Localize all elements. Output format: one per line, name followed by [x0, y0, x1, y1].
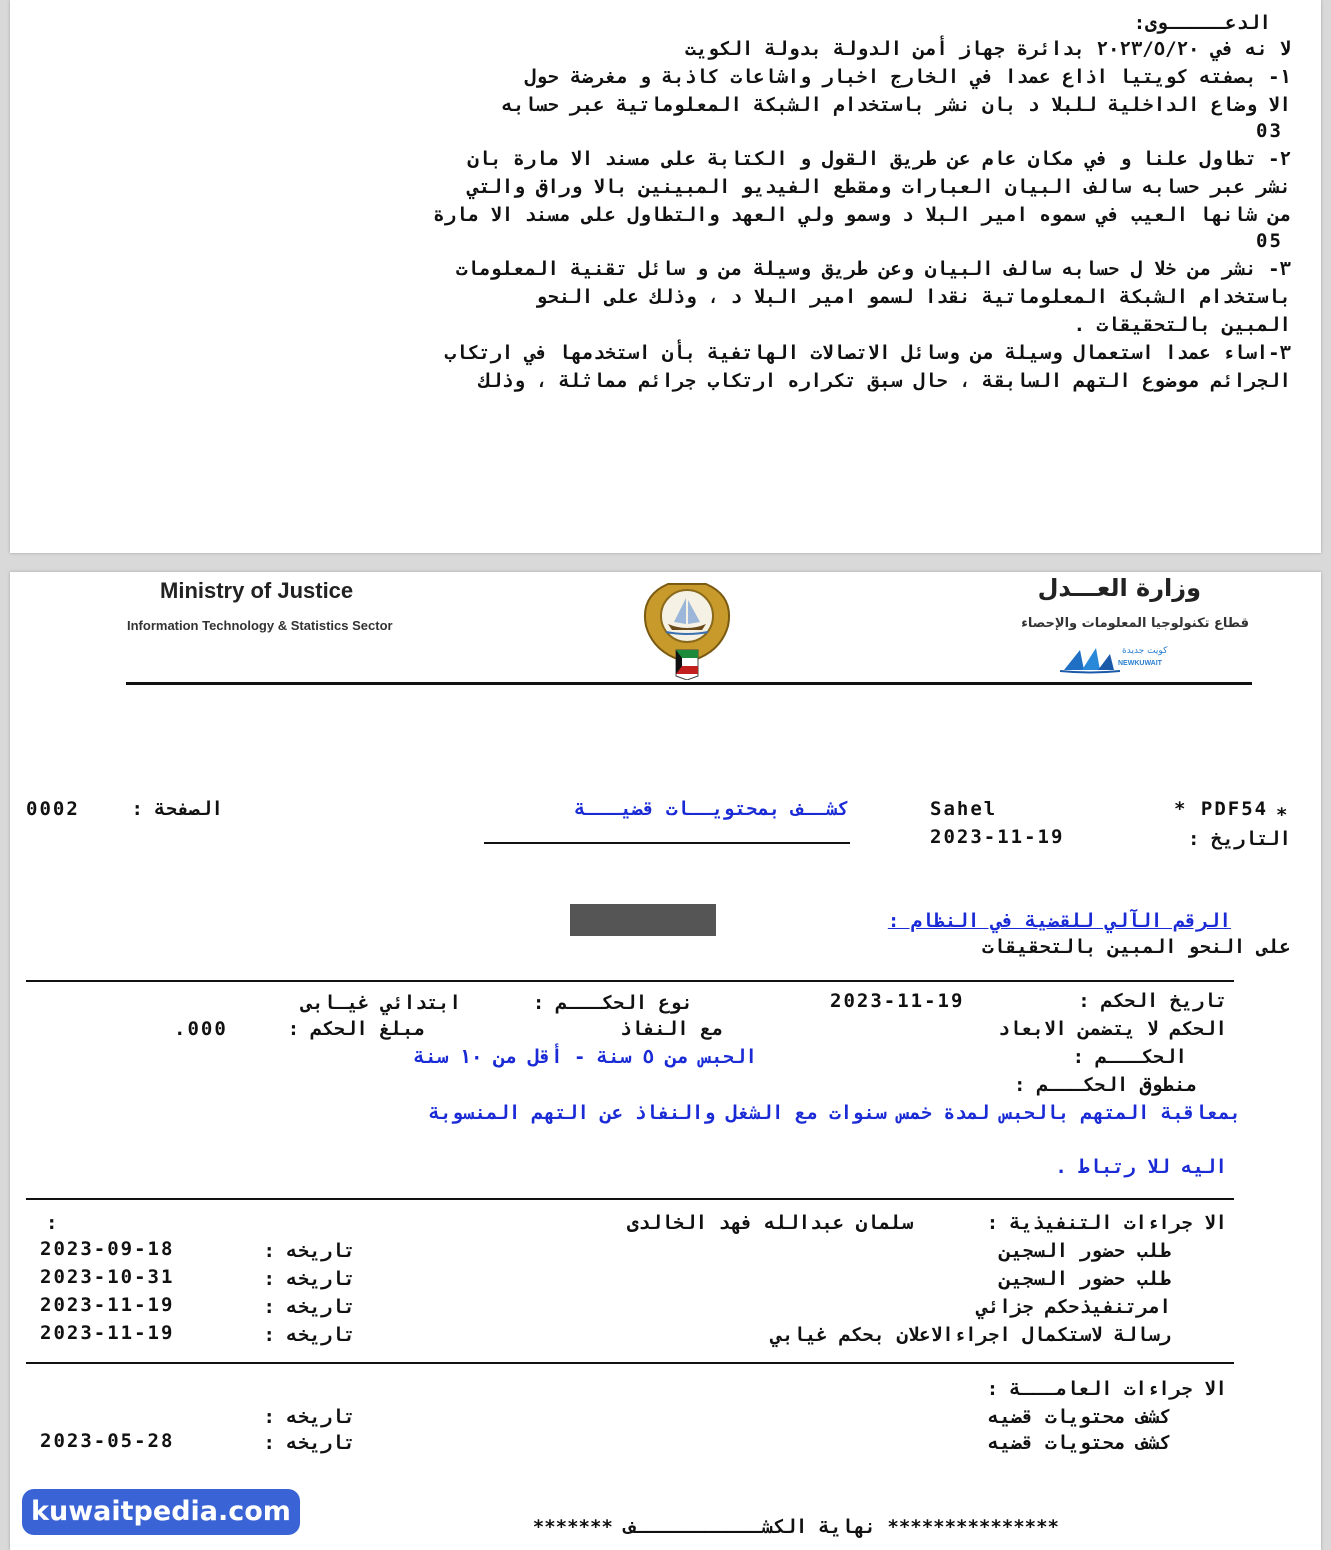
exec-colon: : [46, 1212, 60, 1234]
claim-line-6: نشر عبر حسابه سالف البيان العبارات ومقطع الفيديو المبينين بالا وراق والتي [467, 176, 1291, 198]
report-code: * PDF54 [1174, 798, 1269, 820]
ruling-text-2: اليه للا رتباط . [1055, 1156, 1227, 1178]
verdict-type-label: نوع الحكـــم : [532, 992, 693, 1014]
sentence-value: الحبس من ٥ سنة - أقل من ١٠ سنة [413, 1046, 757, 1068]
exec-item-date: 2023-11-19 [40, 1294, 175, 1316]
claim-line-9: ٣- نشر من خلا ل حسابه سالف البيان وعن طريق وسيلة من و سائل تقنية المعلومات [455, 258, 1291, 280]
exec-item-date-label: تاريخه : [263, 1240, 355, 1262]
exec-item-date-label: تاريخه : [263, 1268, 355, 1290]
exec-item-text: امرتنفيذحكم جزائي [976, 1296, 1171, 1318]
report-location: Sahel [930, 798, 998, 820]
verdict-enforce: مع النفاذ [620, 1018, 723, 1040]
claim-line-2: ١- بصفته كويتيا اذاع عمدا في الخارج اخبار واشاعات كاذبة و مغرضة حول [524, 66, 1291, 88]
exec-label: الا جراءات التنفيذية : [986, 1212, 1227, 1234]
document-page-2 [10, 572, 1321, 1550]
redacted-case-number [570, 904, 716, 936]
page-number: 0002 [26, 798, 80, 820]
sector-name-en: Information Technology & Statistics Sector [127, 618, 393, 633]
exec-name: سلمان عبدالله فهد الخالدى [627, 1212, 913, 1234]
new-kuwait-logo [1060, 644, 1170, 678]
case-note: على النحو المبين بالتحقيقات [982, 936, 1291, 958]
date-label: التاريخ : [1188, 828, 1291, 850]
page-label: الصفحة : [131, 798, 223, 820]
general-item-date: 2023-05-28 [40, 1430, 175, 1452]
claim-line-3: الا وضاع الداخلية للبلا د بان نشر باستخدام الشبكة المعلوماتية عبر حسابه [501, 94, 1291, 116]
end-of-report: *************** نهاية الكشـــــــــــف ******* [532, 1516, 1059, 1538]
claim-line-5: ٢- تطاول علنا و في مكان عام عن طريق القول و الكتابة على مسند الا مارة بان [467, 148, 1291, 170]
exec-item-text: طلب حضور السجين [999, 1240, 1171, 1262]
exec-item-date: 2023-09-18 [40, 1238, 175, 1260]
title-underline [484, 842, 850, 844]
section-divider-3 [26, 1362, 1234, 1364]
claim-line-7: من شانها العيب في سموه امير البلا د وسمو ولي العهد والتطاول على مسند الا مارة [433, 204, 1291, 226]
claim-heading: الدعـــــوى: [1133, 12, 1271, 34]
verdict-amount: .000 [174, 1018, 228, 1040]
verdict-amount-label: مبلغ الحكم : [287, 1018, 425, 1040]
new-kuwait-sail-icon [1060, 644, 1120, 674]
general-item-date-label: تاريخه : [263, 1432, 355, 1454]
exec-item-text: طلب حضور السجين [999, 1268, 1171, 1290]
kuwaitpedia-watermark: kuwaitpedia.com [22, 1489, 300, 1535]
sentence-label: الحكـــم : [1072, 1046, 1187, 1068]
claim-line-12: ٣-اساء عمدا استعمال وسيلة من وسائل الاتصالات الهاتفية بأن استخدمها في ارتكاب [444, 342, 1291, 364]
verdict-no-exile: الحكم لا يتضمن الابعاد [998, 1018, 1227, 1040]
ruling-text-1: بمعاقبة المتهم بالحبس لمدة خمس سنوات مع الشغل والنفاذ عن التهم المنسوبة [428, 1102, 1241, 1124]
ministry-name-en: Ministry of Justice [160, 578, 354, 603]
general-item-date-label: تاريخه : [263, 1406, 355, 1428]
claim-line-4: 03 [1256, 120, 1283, 142]
kuwait-emblem-icon [638, 576, 736, 680]
section-divider-2 [26, 1198, 1234, 1200]
sector-name-ar: قطاع تكنولوجيا المعلومات والإحصاء [1021, 616, 1249, 631]
claim-line-10: باستخدام الشبكة المعلوماتية نقدا لسمو امير البلا د ، وذلك على النحو [536, 286, 1291, 308]
general-label: الا جراءات العامـــة : [986, 1378, 1227, 1400]
case-number-label: الرقم الآلي للقضية في النظام : [887, 910, 1231, 932]
section-divider-1 [26, 980, 1234, 982]
document-page-1 [10, 0, 1321, 553]
new-kuwait-en: NEWKUWAIT [1118, 660, 1162, 667]
exec-item-text: رسالة لاستكمال اجراءالاعلان بحكم غيابي [770, 1324, 1171, 1346]
claim-line-13: الجرائم موضوع التهم السابقة ، حال سبق تكراره ارتكاب جرائم مماثلة ، وذلك [478, 370, 1291, 392]
star-right: * [1276, 804, 1290, 826]
verdict-date: 2023-11-19 [830, 990, 965, 1012]
ministry-name-ar: وزارة العـــدل [1037, 574, 1201, 602]
exec-item-date-label: تاريخه : [263, 1296, 355, 1318]
report-title: كشــف بمحتويــات قضيـــة [574, 798, 849, 820]
report-date: 2023-11-19 [930, 826, 1065, 848]
ruling-label: منطوق الحكـــم : [1013, 1074, 1197, 1096]
exec-item-date: 2023-11-19 [40, 1322, 175, 1344]
exec-item-date: 2023-10-31 [40, 1266, 175, 1288]
claim-line-1: لا نه في ٢٠٢٣/٥/٢٠ بدائرة جهاز أمن الدولة بدولة الكويت [684, 38, 1291, 60]
exec-item-date-label: تاريخه : [263, 1324, 355, 1346]
verdict-date-label: تاريخ الحكم : [1078, 990, 1227, 1012]
letterhead-divider [126, 682, 1252, 685]
general-item-text: كشف محتويات قضيه [987, 1432, 1171, 1454]
claim-line-11: المبين بالتحقيقات . [1073, 314, 1291, 336]
claim-line-8: 05 [1256, 230, 1283, 252]
general-item-text: كشف محتويات قضيه [987, 1406, 1171, 1428]
verdict-type: ابتدائي غيـابى [300, 992, 461, 1014]
new-kuwait-ar: كويت جديدة [1122, 646, 1168, 656]
